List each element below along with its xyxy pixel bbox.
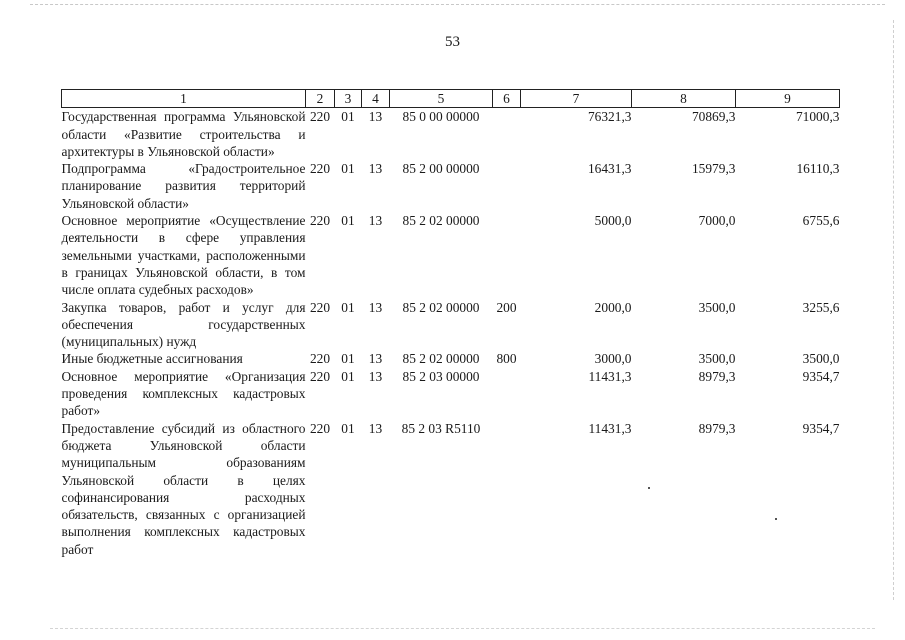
row-code-2: 220: [309, 213, 331, 229]
row-name: Государственная программа Ульяновской области «Развитие строительства и архитектуры в Ульяновской области»: [61, 109, 306, 159]
row-code-3: 01: [341, 161, 355, 177]
row-code-3: 01: [341, 299, 355, 315]
header-col-1: 1: [62, 90, 306, 108]
row-value-7: 16431,3: [587, 161, 632, 177]
header-col-4: 4: [362, 90, 390, 108]
row-value-8: 8979,3: [698, 368, 736, 384]
header-col-7: 7: [521, 90, 632, 108]
row-name: Основное мероприятие «Организация проведения комплексных кадастровых работ»: [61, 368, 306, 419]
row-value-8: 3500,0: [698, 351, 736, 367]
scan-edge-bottom: [50, 628, 875, 629]
row-code-2: 220: [309, 109, 331, 125]
header-col-8: 8: [632, 90, 736, 108]
table-row: [62, 368, 840, 420]
row-code-3: 01: [341, 420, 355, 436]
table-header-row: [62, 90, 840, 108]
row-code-3: 01: [341, 368, 355, 384]
row-value-7: 76321,3: [587, 109, 632, 125]
row-code-3: 01: [341, 109, 355, 125]
scan-edge-top: [30, 4, 885, 5]
row-value-9: 3500,0: [802, 351, 840, 367]
row-code-5: 85 2 02 00000: [402, 213, 480, 229]
row-code-5: 85 2 02 00000: [402, 351, 480, 367]
row-value-9: 16110,3: [796, 161, 840, 177]
table-row: [62, 212, 840, 298]
row-value-7: 11431,3: [588, 420, 632, 436]
row-code-6: [493, 420, 521, 558]
row-code-5: 85 0 00 00000: [402, 109, 480, 125]
row-code-6: 200: [496, 299, 517, 315]
row-value-8: 15979,3: [691, 161, 736, 177]
row-value-7: 3000,0: [594, 351, 632, 367]
row-code-2: 220: [309, 161, 331, 177]
row-code-6: [493, 368, 521, 420]
row-code-4: 13: [368, 368, 383, 384]
header-col-3: 3: [335, 90, 362, 108]
table-row: [62, 160, 840, 212]
row-code-5: 85 2 02 00000: [402, 299, 480, 315]
row-value-7: 2000,0: [594, 299, 632, 315]
row-code-6: [493, 108, 521, 160]
row-code-4: 13: [368, 109, 383, 125]
row-name: Иные бюджетные ассигнования: [61, 351, 243, 367]
header-col-9: 9: [736, 90, 840, 108]
row-value-9: 9354,7: [802, 420, 840, 436]
row-value-8: 7000,0: [698, 213, 736, 229]
row-code-4: 13: [368, 351, 383, 367]
row-code-2: 220: [309, 351, 331, 367]
row-code-5: 85 2 03 00000: [402, 368, 480, 384]
row-name: Подпрограмма «Градостроительное планирование развития территорий Ульяновской области»: [61, 161, 306, 211]
header-col-2: 2: [306, 90, 335, 108]
budget-table: [61, 89, 840, 558]
page-number: 53: [445, 34, 460, 50]
row-code-5: 85 2 00 00000: [402, 161, 480, 177]
row-value-9: 6755,6: [802, 213, 840, 229]
row-value-7: 11431,3: [588, 368, 632, 384]
row-name: Закупка товаров, работ и услуг для обеспечения государственных (муниципальных) нужд: [61, 299, 306, 350]
row-value-9: 3255,6: [802, 299, 840, 315]
row-value-7: 5000,0: [594, 213, 632, 229]
table-row: [62, 350, 840, 367]
row-value-8: 8979,3: [698, 420, 736, 436]
header-col-6: 6: [493, 90, 521, 108]
row-code-5: 85 2 03 R5110: [401, 420, 481, 436]
row-value-9: 9354,7: [802, 368, 840, 384]
row-value-9: 71000,3: [795, 109, 840, 125]
row-code-4: 13: [368, 213, 383, 229]
row-code-4: 13: [368, 420, 383, 436]
row-code-3: 01: [341, 351, 355, 367]
row-code-6: 800: [496, 351, 517, 367]
row-code-2: 220: [309, 299, 331, 315]
row-code-2: 220: [309, 420, 331, 436]
scan-speck: [648, 487, 650, 489]
row-code-3: 01: [341, 213, 355, 229]
table-row: [62, 108, 840, 160]
scan-edge-right: [893, 20, 894, 600]
scan-speck: [775, 518, 777, 520]
row-name: Предоставление субсидий из областного бюджета Ульяновской области муниципальным образованиям Ульяновской области в целях софинансирования расходных обязательств, связанных с организацией выполнения комплексных кадастровых работ: [61, 420, 306, 557]
row-code-4: 13: [368, 299, 383, 315]
table-row: [62, 299, 840, 351]
row-value-8: 70869,3: [691, 109, 736, 125]
row-name: Основное мероприятие «Осуществление деятельности в сфере управления земельными участками, расположенными в границах Ульяновской области, в том числе оплата судебных расходов»: [61, 213, 306, 298]
row-value-8: 3500,0: [698, 299, 736, 315]
row-code-6: [493, 212, 521, 298]
row-code-6: [493, 160, 521, 212]
row-code-2: 220: [309, 368, 331, 384]
row-code-4: 13: [368, 161, 383, 177]
header-col-5: 5: [390, 90, 493, 108]
table-row: [62, 420, 840, 558]
